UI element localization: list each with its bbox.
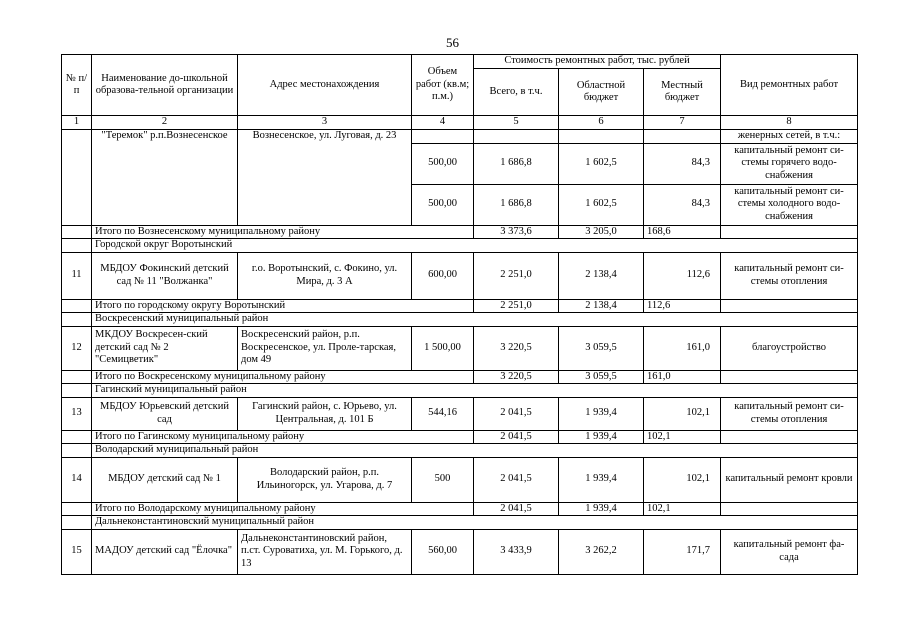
total-cell: 3 220,5 [474, 326, 559, 370]
local-cell: 161,0 [644, 326, 721, 370]
regional-cell: 2 138,4 [559, 299, 644, 313]
regional-cell: 3 059,5 [559, 370, 644, 384]
local-cell: 102,1 [644, 397, 721, 430]
table-row [62, 397, 858, 430]
org-address: Дальнеконстантиновский район, п.ст. Суроватиха, ул. М. Горького, д. 13 [238, 529, 412, 574]
row-num [62, 225, 92, 239]
volume-cell: 1 500,00 [412, 326, 474, 370]
work-type: капитальный ремонт кровли [721, 457, 858, 502]
header-regional: Областной бюджет [559, 69, 644, 116]
row-num: 12 [62, 326, 92, 370]
local-cell: 102,1 [644, 430, 721, 444]
org-name: МАДОУ детский сад "Ёлочка" [92, 529, 238, 574]
regional-cell: 1 939,4 [559, 457, 644, 502]
regional-cell: 2 138,4 [559, 252, 644, 299]
volume-cell [412, 129, 474, 143]
org-address: Володарский район, р.п. Ильиногорск, ул. Угарова, д. 7 [238, 457, 412, 502]
subtotal-label: Итого по Воскресенскому муниципальному району [92, 370, 474, 384]
colnum: 1 [62, 116, 92, 130]
table-row [62, 326, 858, 370]
section-heading-row [62, 444, 858, 458]
header-work-type: Вид ремонтных работ [721, 55, 858, 116]
section-heading: Гагинский муниципальный район [92, 384, 858, 398]
section-heading-row [62, 239, 858, 253]
row-num: 14 [62, 457, 92, 502]
section-heading: Воскресенский муниципальный район [92, 313, 858, 327]
regional-cell: 3 262,2 [559, 529, 644, 574]
row-num [62, 384, 92, 398]
subtotal-row [62, 430, 858, 444]
subtotal-row [62, 370, 858, 384]
total-cell: 1 686,8 [474, 143, 559, 184]
work-type [721, 502, 858, 516]
local-cell: 168,6 [644, 225, 721, 239]
total-cell: 2 041,5 [474, 502, 559, 516]
total-cell: 2 041,5 [474, 457, 559, 502]
work-type: капитальный ремонт си-стемы холодного водо-снабжения [721, 184, 858, 225]
colnum: 8 [721, 116, 858, 130]
work-type [721, 370, 858, 384]
table-row [62, 252, 858, 299]
total-cell: 2 041,5 [474, 397, 559, 430]
row-num [62, 299, 92, 313]
table-row [62, 529, 858, 574]
total-cell: 2 251,0 [474, 299, 559, 313]
work-type: капитальный ремонт си-стемы отопления [721, 252, 858, 299]
section-heading: Дальнеконстантиновский муниципальный район [92, 516, 858, 530]
section-heading-row [62, 313, 858, 327]
work-type: капитальный ремонт си-стемы горячего водо-снабжения [721, 143, 858, 184]
row-num: 11 [62, 252, 92, 299]
total-cell: 2 251,0 [474, 252, 559, 299]
row-num [62, 444, 92, 458]
subtotal-label: Итого по городскому округу Воротынский [92, 299, 474, 313]
section-heading-row [62, 384, 858, 398]
colnum: 3 [238, 116, 412, 130]
local-cell: 84,3 [644, 143, 721, 184]
total-cell: 3 373,6 [474, 225, 559, 239]
total-cell: 3 220,5 [474, 370, 559, 384]
header-volume: Объем работ (кв.м; п.м.) [412, 55, 474, 116]
work-type [721, 430, 858, 444]
local-cell: 171,7 [644, 529, 721, 574]
regional-cell: 1 602,5 [559, 184, 644, 225]
volume-cell: 600,00 [412, 252, 474, 299]
org-name: МБДОУ Фокинский детский сад № 11 "Волжанка" [92, 252, 238, 299]
org-name: "Теремок" р.п.Вознесенское [92, 129, 238, 225]
colnum: 2 [92, 116, 238, 130]
header-num: № п/п [62, 55, 92, 116]
section-heading-row [62, 516, 858, 530]
org-address: Воскресенский район, р.п. Воскресенское, ул. Проле-тарская, дом 49 [238, 326, 412, 370]
volume-cell: 544,16 [412, 397, 474, 430]
subtotal-row [62, 299, 858, 313]
header-local: Местный бюджет [644, 69, 721, 116]
org-address: г.о. Воротынский, с. Фокино, ул. Мира, д. 3 А [238, 252, 412, 299]
work-type [721, 299, 858, 313]
header-address: Адрес местонахождения [238, 55, 412, 116]
org-address: Вознесенское, ул. Луговая, д. 23 [238, 129, 412, 225]
header-cost-group: Стоимость ремонтных работ, тыс. рублей [474, 55, 721, 69]
subtotal-label: Итого по Володарскому муниципальному району [92, 502, 474, 516]
work-type: женерных сетей, в т.ч.: [721, 129, 858, 143]
subtotal-row [62, 502, 858, 516]
local-cell: 84,3 [644, 184, 721, 225]
row-num [62, 313, 92, 327]
org-name: МБДОУ Юрьевский детский сад [92, 397, 238, 430]
repair-works-table [61, 54, 858, 575]
section-heading: Городской округ Воротынский [92, 239, 858, 253]
local-cell: 102,1 [644, 502, 721, 516]
org-address: Гагинский район, с. Юрьево, ул. Центральная, д. 101 Б [238, 397, 412, 430]
total-cell: 3 433,9 [474, 529, 559, 574]
regional-cell: 1 602,5 [559, 143, 644, 184]
regional-cell: 3 205,0 [559, 225, 644, 239]
row-num: 13 [62, 397, 92, 430]
page-number: 56 [446, 35, 459, 50]
row-num: 15 [62, 529, 92, 574]
regional-cell: 1 939,4 [559, 397, 644, 430]
regional-cell: 3 059,5 [559, 326, 644, 370]
volume-cell: 500,00 [412, 184, 474, 225]
org-name: МКДОУ Воскресен-ский детский сад № 2 "Семицветик" [92, 326, 238, 370]
total-cell: 1 686,8 [474, 184, 559, 225]
row-num [62, 370, 92, 384]
regional-cell: 1 939,4 [559, 430, 644, 444]
header-row [62, 55, 858, 69]
row-num [62, 129, 92, 225]
section-heading: Володарский муниципальный район [92, 444, 858, 458]
row-num [62, 516, 92, 530]
regional-cell: 1 939,4 [559, 502, 644, 516]
local-cell: 102,1 [644, 457, 721, 502]
work-type: капитальный ремонт си-стемы отопления [721, 397, 858, 430]
local-cell [644, 129, 721, 143]
colnum: 6 [559, 116, 644, 130]
colnum: 7 [644, 116, 721, 130]
row-num [62, 502, 92, 516]
work-type: благоустройство [721, 326, 858, 370]
volume-cell: 560,00 [412, 529, 474, 574]
volume-cell: 500,00 [412, 143, 474, 184]
subtotal-label: Итого по Гагинскому муниципальному району [92, 430, 474, 444]
total-cell [474, 129, 559, 143]
total-cell: 2 041,5 [474, 430, 559, 444]
subtotal-row [62, 225, 858, 239]
regional-cell [559, 129, 644, 143]
work-type: капитальный ремонт фа-сада [721, 529, 858, 574]
header-total: Всего, в т.ч. [474, 69, 559, 116]
row-num [62, 239, 92, 253]
column-number-row [62, 116, 858, 130]
org-name: МБДОУ детский сад № 1 [92, 457, 238, 502]
colnum: 4 [412, 116, 474, 130]
volume-cell: 500 [412, 457, 474, 502]
colnum: 5 [474, 116, 559, 130]
local-cell: 112,6 [644, 299, 721, 313]
header-name: Наименование до-школьной образова-тельной организации [92, 55, 238, 116]
table-row [62, 129, 858, 143]
subtotal-label: Итого по Вознесенскому муниципальному району [92, 225, 474, 239]
row-num [62, 430, 92, 444]
local-cell: 161,0 [644, 370, 721, 384]
local-cell: 112,6 [644, 252, 721, 299]
work-type [721, 225, 858, 239]
table-row [62, 457, 858, 502]
